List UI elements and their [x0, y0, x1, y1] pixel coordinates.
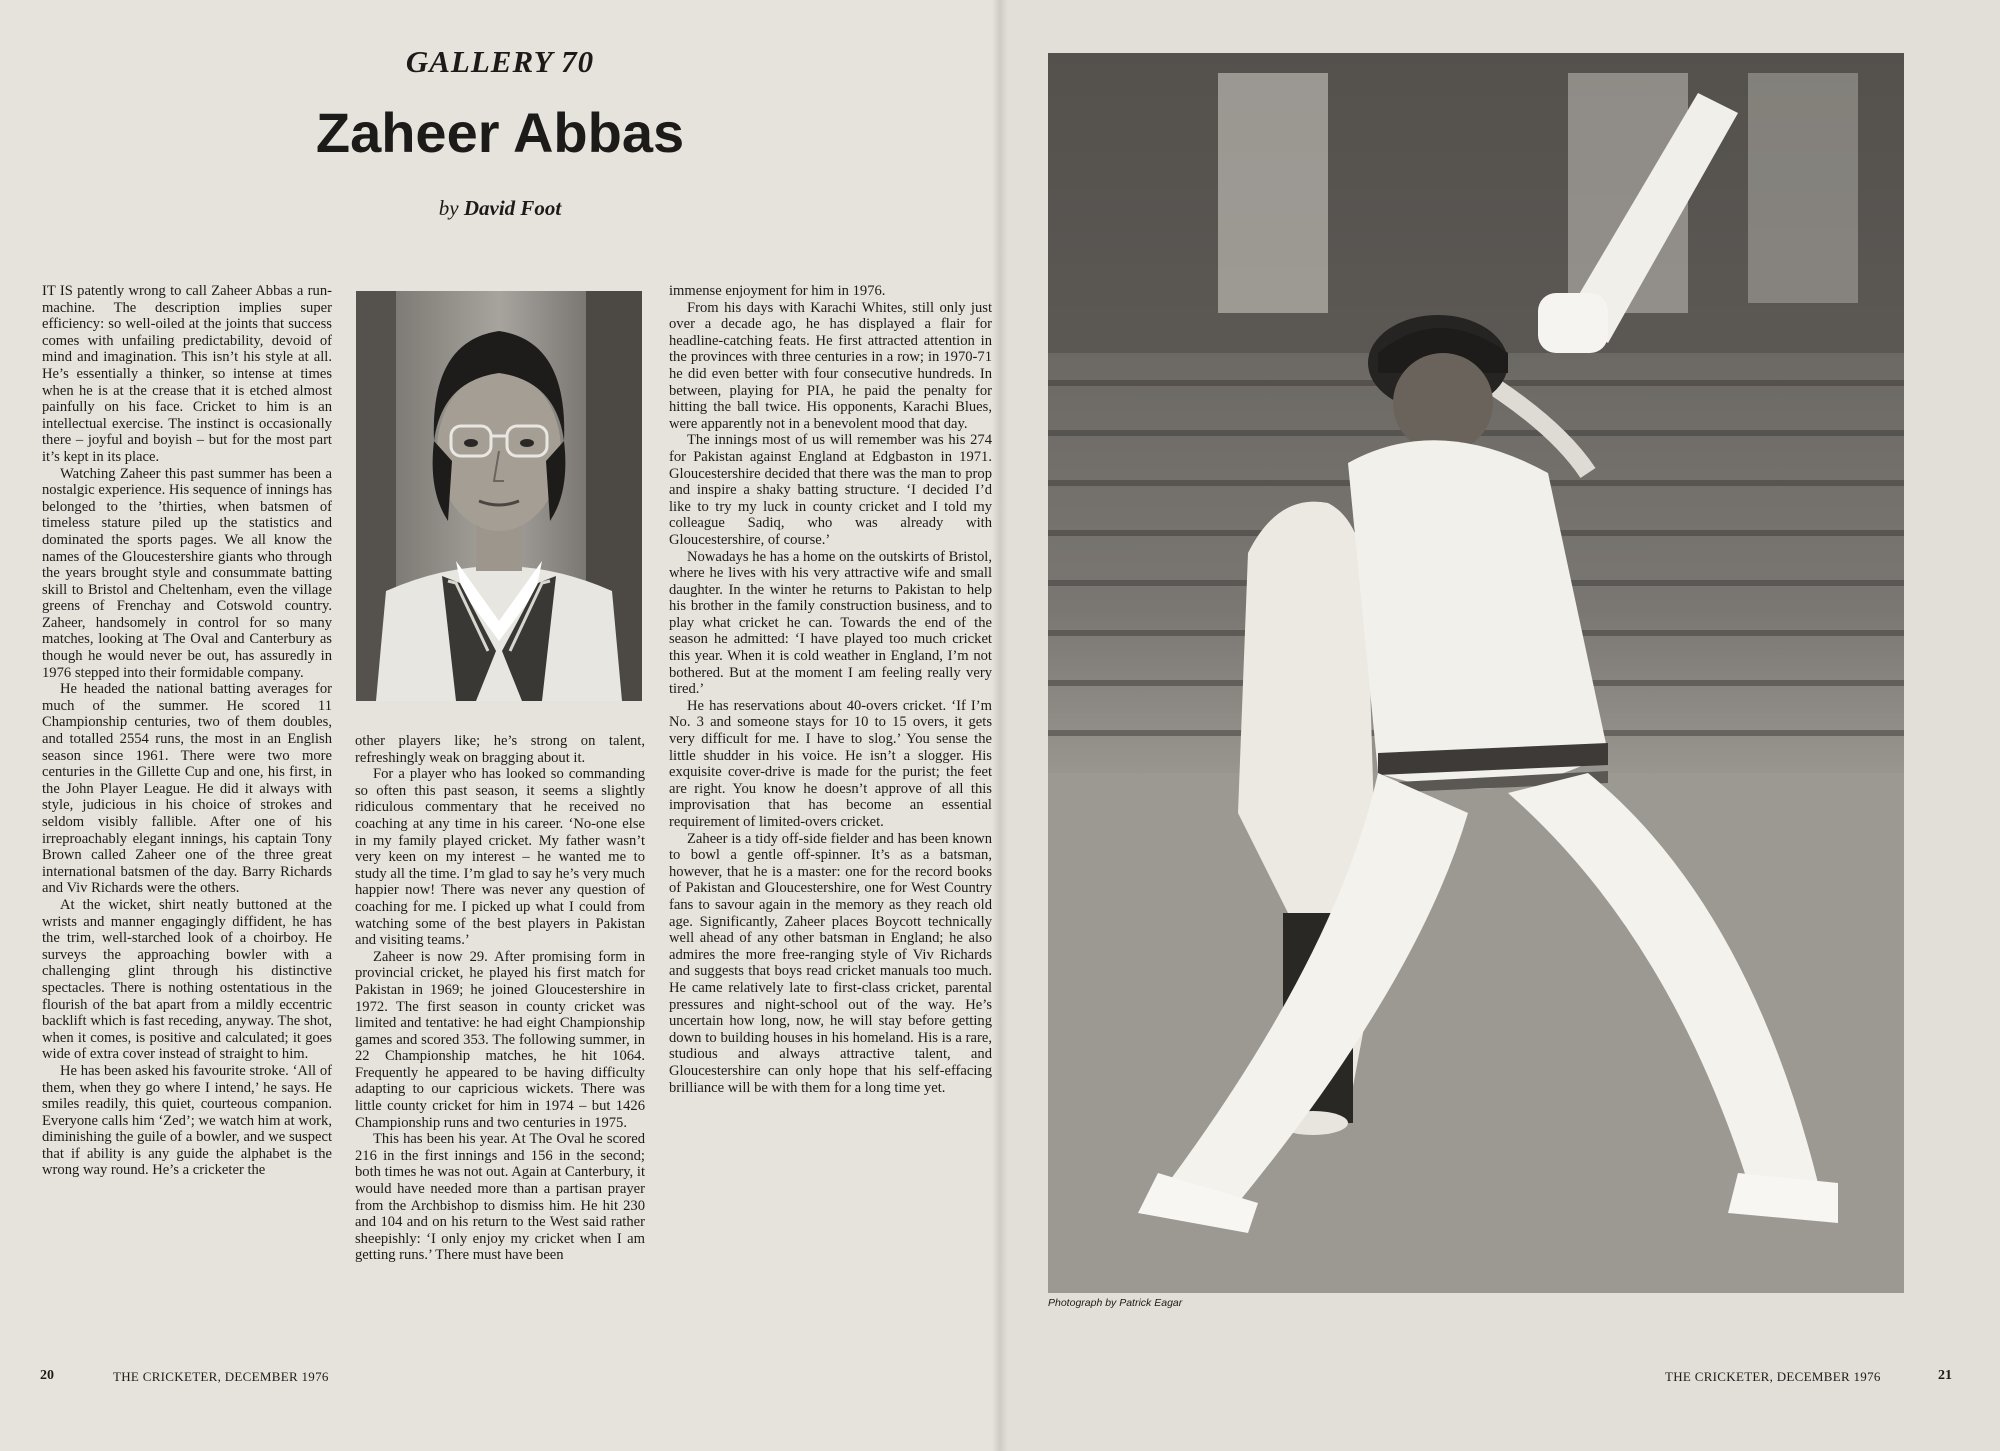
- paragraph: This has been his year. At The Oval he scored 216 in the first innings and 156 in the second; both times he was not out. Again at Canterbury, it would have needed more than a partisan prayer from the Archbishop to dismiss him. He hit 230 and 104 and on his return to the West said rather sheepishly: ‘I only enjoy my cricket when I am getting runs.’ There must have been: [355, 1131, 645, 1264]
- article-column-1: [42, 283, 332, 1179]
- paragraph: Zaheer is a tidy off-side fielder and has been known to bowl a gentle off-spinner. It’s as a batsman, however, that he is a master: one for the record books of Pakistan and Gloucestershire, one for West Country fans to savour again in the memory as they reach old age. Significantly, Zaheer places Boycott technically well ahead of any other batsman in England; he also admires the more free-ranging style of Viv Richards and suggests that boys read cricket manuals too much. He came relatively late to first-class cricket, parental pressures and night-school out of the way. He’s uncertain how long, now, he will stay before getting down to building houses in his homeland. His is a rare, studious and always attractive talent, and Gloucestershire can only hope that his self-effacing brilliance will be with them for a long time yet.: [669, 830, 992, 1096]
- paragraph: The innings most of us will remember was his 274 for Pakistan against England at Edgbaston in 1971. Gloucestershire decided that there was the man to prop and inspire a shaky batting structure. ‘I decided I’d like to try my luck in county cricket and I told my colleague Sadiq, who was already with Gloucestershire, of course.’: [669, 432, 992, 548]
- paragraph: Nowadays he has a home on the outskirts of Bristol, where he lives with his very attractive wife and small daughter. In the winter he returns to Pakistan to help his brother in the family construction business, and to play what cricket he can. Towards the end of the season he admitted: ‘I have played too much cricket this year. When it is cold weather in England, I’m not bothered. But at the moment I am feeling really very tired.’: [669, 548, 992, 698]
- batting-illustration: [1048, 53, 1904, 1293]
- batting-photo: [1048, 53, 1904, 1293]
- paragraph: IT IS patently wrong to call Zaheer Abbas a run-machine. The description implies super efficiency: so well-oiled at the joints that success comes with unfailing predictability, devoid of mind and imagination. This isn’t his style at all. He’s essentially a thinker, so intense at times when he is at the crease that it is etched almost painfully on his face. Cricket to him is an intellectual exercise. The instinct is occasionally there – joyful and boyish – but for the most part it’s kept in its place.: [42, 283, 332, 465]
- left-running-foot: THE CRICKETER, DECEMBER 1976: [113, 1369, 329, 1384]
- paragraph: For a player who has looked so commanding so often this past season, it seems a slightly ridiculous commentary that he received no coaching at any time in his career. ‘No-one else in my family played cricket. My father wasn’t very keen on my interest – he wanted me to study all the time. I’m glad to say he’s very much happier now! There was never any question of coaching for me. I picked up what I could from watching some of the best players in Pakistan and visiting teams.’: [355, 766, 645, 949]
- photo-credit: Photograph by Patrick Eagar: [1048, 1297, 1183, 1309]
- article-column-2: [355, 733, 645, 1264]
- right-page-number: 21: [1938, 1368, 1952, 1383]
- gallery-kicker: GALLERY 70: [405, 44, 595, 79]
- paragraph: He headed the national batting averages for much of the summer. He scored 11 Championship centuries, two of them doubles, and totalled 2554 runs, the most in an English season since 1961. There were two more centuries in the Gillette Cup and one, his first, in the John Player League. He did it always with style, judicious in his choice of strokes and seldom visibly fallible. After one of his irreproachably elegant innings, his captain Tony Brown called Zaheer one of the three great international batsmen of the day. Barry Richards and Viv Richards were the others.: [42, 681, 332, 897]
- paragraph: other players like; he’s strong on talent, refreshingly weak on bragging about it.: [355, 733, 645, 766]
- byline-prefix: by: [438, 196, 464, 220]
- paragraph: Zaheer is now 29. After promising form in provincial cricket, he played his first match for Pakistan in 1969; he joined Gloucestershire in 1972. The first season in county cricket was limited and tentative: he had eight Championship games and scored 353. The following summer, in 22 Championship matches, he hit 1064. Frequently he appeared to be having difficulty adapting to our capricious wickets. There was little county cricket for him in 1974 – but 1426 Championship runs and two centuries in 1975.: [355, 948, 645, 1131]
- byline-author: David Foot: [463, 196, 562, 220]
- paragraph: immense enjoyment for him in 1976.: [669, 283, 886, 299]
- byline: [0, 196, 1000, 221]
- paragraph: Watching Zaheer this past summer has been a nostalgic experience. His sequence of innings has belonged to the ’thirties, when batsmen of timeless stature piled up the statistics and dominated the sports pages. We all know the names of the Gloucestershire giants who through the years brought style and consummate batting skill to Bristol and Cheltenham, even the village greens of Frenchay and Cotswold country. Zaheer, handsomely in control for so many matches, looking at The Oval and Canterbury as though he would never be out, has assuredly in 1976 stepped into their formidable company.: [42, 465, 332, 681]
- article-column-3: [669, 283, 992, 1096]
- portrait-photo: [356, 291, 642, 701]
- paragraph: He has been asked his favourite stroke. ‘All of them, when they go where I intend,’ he says. He smiles readily, this quiet, courteous companion. Everyone calls him ‘Zed’; we watch him at work, diminishing the guile of a bowler, and we suspect that if ability is any guide the alphabet is the wrong way round. He’s a cricketer the: [42, 1062, 332, 1179]
- article-title: Zaheer Abbas: [315, 101, 685, 164]
- paragraph: He has reservations about 40-overs cricket. ‘If I’m No. 3 and someone stays for 10 to 15 overs, it gets very difficult for me. I have to slog.’ You sense the little shudder in his voice. He isn’t a slogger. His exquisite cover-drive is made for the purist; the feet are right. You know he doesn’t approve of all this improvisation that has become an essential requirement of limited-overs cricket.: [669, 697, 992, 830]
- left-page-number: 20: [40, 1368, 54, 1383]
- paragraph: At the wicket, shirt neatly buttoned at the wrists and manner engagingly diffident, he has the trim, well-starched look of a choirboy. He surveys the approaching bowler with a challenging glint through his distinctive spectacles. There is nothing ostentatious in the flourish of the bat apart from a mildly eccentric backlift which is fast receding, anyway. The shot, when it comes, is positive and calculated; it goes wide of extra cover instead of straight to him.: [42, 896, 332, 1063]
- portrait-illustration: [356, 291, 642, 701]
- right-running-foot: THE CRICKETER, DECEMBER 1976: [1665, 1369, 1881, 1384]
- paragraph: From his days with Karachi Whites, still only just over a decade ago, he has displayed a flair for headline-catching feats. He first attracted attention in the provinces with three centuries in a row; in 1970-71 he did even better with four consecutive hundreds. In between, playing for PIA, he paid the penalty for hitting the ball twice. His opponents, Karachi Blues, were apparently not in a benevolent mood that day.: [669, 299, 992, 432]
